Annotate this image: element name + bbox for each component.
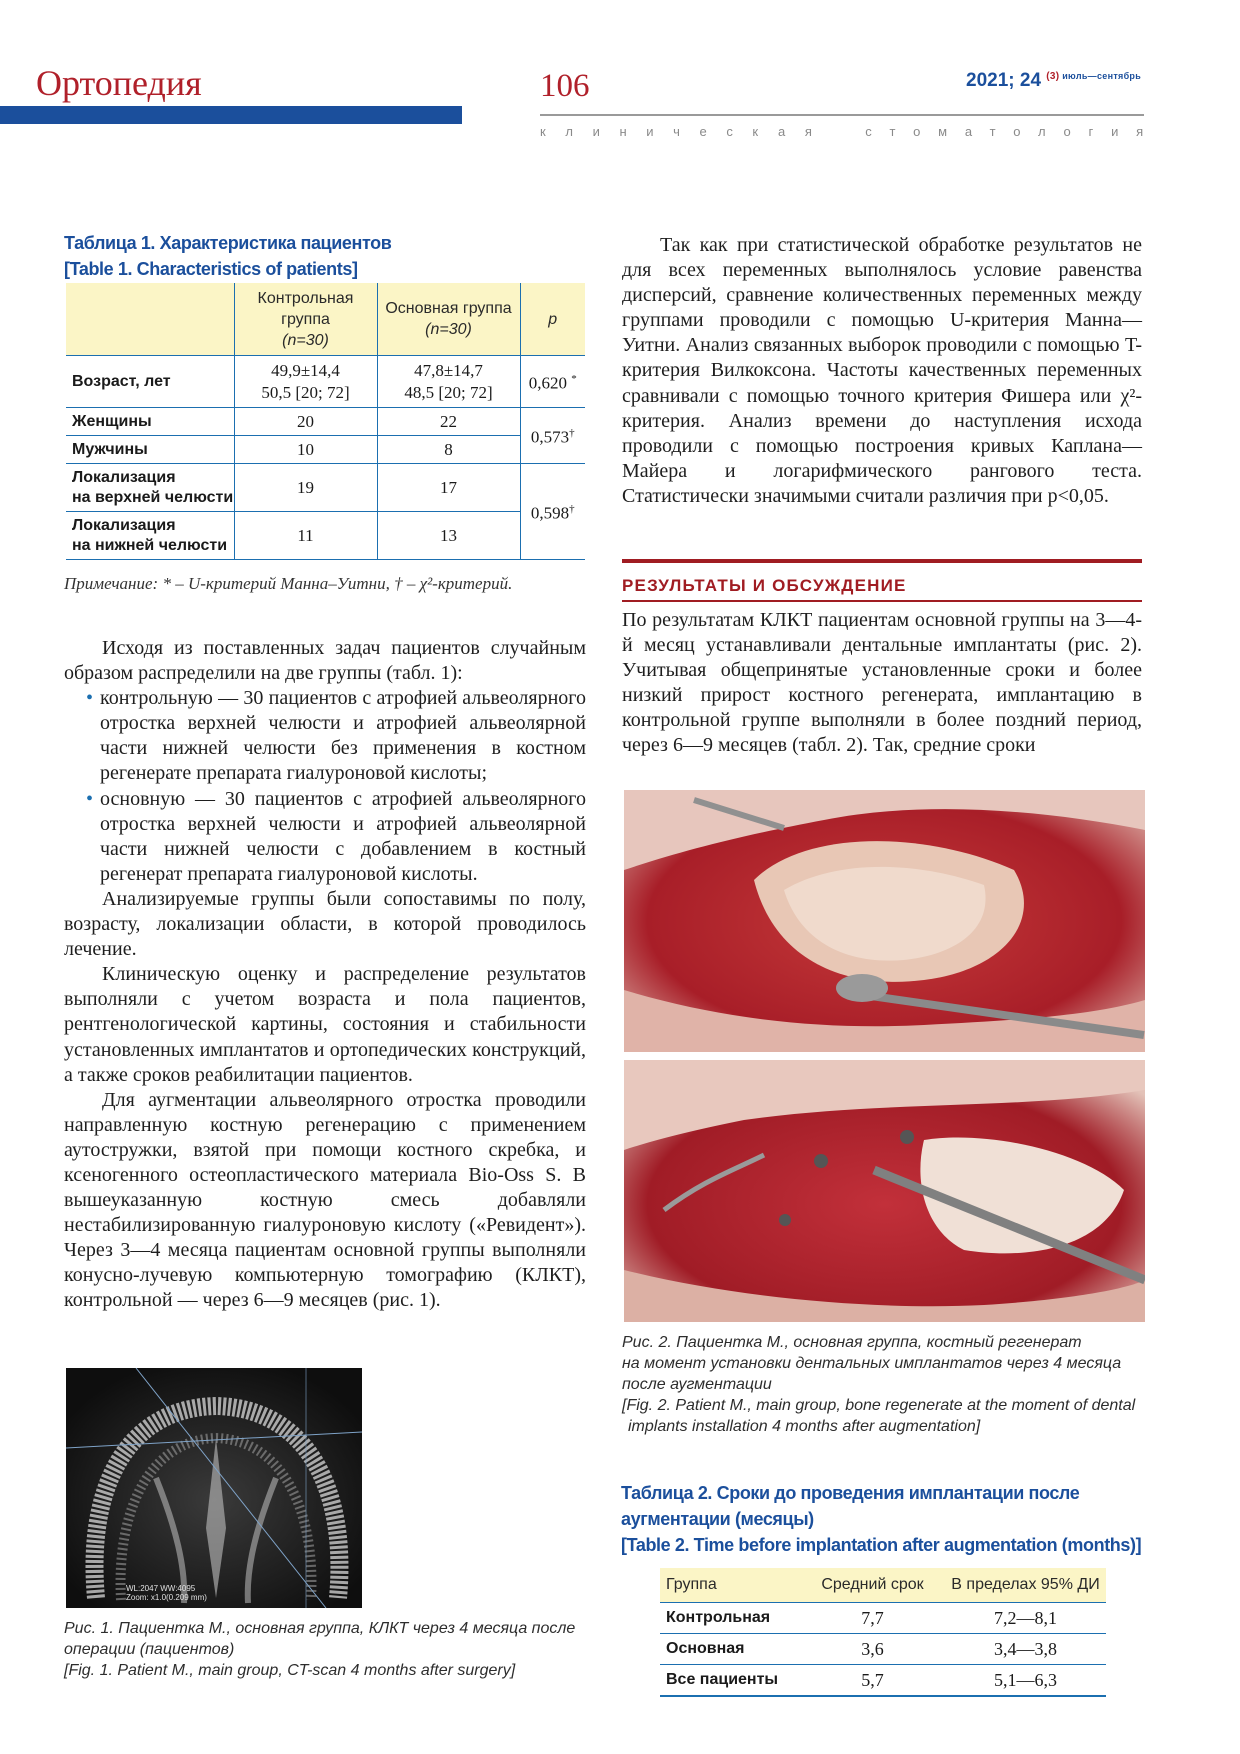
header-rule (540, 114, 1144, 116)
table-row (66, 512, 585, 560)
paragraph: Исходя из поставленных задач пациентов случайным образом распределили на две группы (табл. 1): (64, 637, 586, 685)
figure2-caption-ru-1: Рис. 2. Пациентка М., основная группа, костный регенерат (622, 1334, 1082, 1351)
section-color-bar (0, 106, 462, 124)
section-heading-results: РЕЗУЛЬТАТЫ И ОБСУЖДЕНИЕ (622, 559, 1142, 602)
table-row (66, 436, 585, 464)
cell-age-control: 49,9±14,4 50,5 [20; 72] (234, 356, 377, 408)
right-column-text-2 (622, 608, 1142, 759)
cell-upper-control: 19 (234, 464, 377, 512)
table-row (66, 356, 585, 408)
left-column-text (64, 636, 586, 1314)
journal-word-1: клиническая (540, 124, 832, 139)
table-row (660, 1665, 1106, 1697)
row-label-women: Женщины (66, 408, 234, 436)
issue-year: 2021; 24 (966, 70, 1042, 91)
cell-women-main: 22 (377, 408, 520, 436)
list-item: • контрольную — 30 пациентов с атрофией альвеолярного отростка верхней челюсти и атрофией альвеолярной части нижней челюсти без применения в костном регенерате препарата гиалуроновой кислоты; (64, 686, 586, 786)
cell-men-main: 8 (377, 436, 520, 464)
table2 (660, 1568, 1106, 1697)
issue-period: июль—сентябрь (1059, 70, 1142, 81)
figure1-caption-en: [Fig. 1. Patient M., main group, CT-scan 4 months after surgery] (64, 1662, 516, 1679)
row-label-men: Мужчины (66, 436, 234, 464)
table2-cell-mean: 7,7 (800, 1603, 945, 1634)
table1-header-main-n: (n=30) (425, 321, 472, 338)
figure2-caption-en-2: implants installation 4 months after augmentation] (628, 1418, 981, 1435)
figure2-caption (622, 1332, 1142, 1437)
table2-header-group: Группа (660, 1568, 800, 1603)
cell-lower-main: 13 (377, 512, 520, 560)
table-row (660, 1603, 1106, 1634)
table2-cell-ci: 5,1—6,3 (945, 1665, 1106, 1697)
table2-header-ci: В пределах 95% ДИ (945, 1568, 1106, 1603)
figure1-caption (64, 1618, 586, 1681)
cell-sex-p: 0,573† (520, 408, 585, 464)
table1-caption (64, 230, 391, 282)
issue-number: (3) (1046, 70, 1060, 82)
row-label-lower: Локализация на нижней челюсти (66, 512, 234, 560)
table1-header-control: Контрольная группа (n=30) (234, 283, 377, 356)
table1-caption-en: [Table 1. Characteristics of patients] (64, 259, 358, 279)
table1-caption-ru: Таблица 1. Характеристика пациентов (64, 233, 392, 253)
table2-header-mean: Средний срок (800, 1568, 945, 1603)
figure2-photo-top (624, 790, 1145, 1052)
surgical-photo-top (624, 790, 1145, 1052)
paragraph: По результатам КЛКТ пациентам основной группы на 3—4-й месяц устанавливали дентальные имплантаты (рис. 2). Учитывая общепринятые установленные сроки и более низкий прирост костного регенерата, имплантацию в контрольной группе выполняли в более поздний период, через 6—9 месяцев (табл. 2). Так, средние сроки (622, 609, 1142, 757)
table1-header-main: Основная группа (n=30) (377, 283, 520, 356)
cell-men-control: 10 (234, 436, 377, 464)
table2-caption-1: Таблица 2. Сроки до проведения имплантации после (621, 1483, 1080, 1503)
paragraph: Анализируемые группы были сопоставимы по полу, возрасту, локализации области, в которой проводилось лечение. (64, 887, 586, 961)
ct-overlay-2: Zoom: x1.0(0.209 mm) (126, 1593, 207, 1602)
table1-header-control-n: (n=30) (282, 331, 329, 349)
cell-lower-control: 11 (234, 512, 377, 560)
table2-cell-group: Все пациенты (660, 1665, 800, 1697)
table2-cell-group: Контрольная (660, 1603, 800, 1634)
paragraph: Клиническую оценку и распределение результатов выполняли с учетом возраста и пола пациентов, рентгенологической картины, состояния и стабильности установленных имплантатов и ортопедических конструкций, а также сроков реабилитации пациентов. (64, 963, 586, 1086)
cell-age-main: 47,8±14,7 48,5 [20; 72] (377, 356, 520, 408)
figure2-caption-en-1: [Fig. 2. Patient M., main group, bone regenerate at the moment of dental (622, 1397, 1136, 1414)
table2-caption (621, 1480, 1141, 1558)
journal-word-2: стоматология (865, 124, 1161, 139)
table-row (66, 408, 585, 436)
ct-scan-drawing (66, 1368, 362, 1608)
paragraph: Для аугментации альвеолярного отростка проводили направленную костную регенерацию с применением аутостружки, взятой при помощи костного скребка, и ксеногенного остеопластического материала Bio-Oss S. В вышеуказанную костную смесь добавляли нестабилизированную гиалуроновую кислоту («Ревидент»). Через 3—4 месяца пациентам основной группы выполняли конусно-лучевую компьютерную томографию (КЛКТ), контрольной — через 6—9 месяцев (рис. 1). (64, 1088, 586, 1312)
right-column-text-1 (622, 233, 1142, 509)
section-title: Ортопедия (36, 63, 202, 103)
table1-note: Примечание: * – U-критерий Манна–Уитни, † – χ²-критерий. (64, 574, 513, 593)
row-label-age: Возраст, лет (66, 356, 234, 408)
table2-caption-3: [Table 2. Time before implantation after augmentation (months)] (621, 1535, 1142, 1555)
figure2-caption-ru-2: на момент установки дентальных имплантатов через 4 месяца (622, 1355, 1122, 1372)
list-item: • основную — 30 пациентов с атрофией альвеолярного отростка верхней челюсти и атрофией альвеолярной части нижней челюсти с добавлением в костный регенерат препарата гиалуроновой кислоты. (64, 787, 586, 887)
figure1-caption-ru-2: операции (пациентов) (64, 1641, 235, 1658)
table1-header-p: p (520, 283, 585, 356)
surgical-photo-bottom (624, 1060, 1145, 1322)
paragraph: Так как при статистической обработке результатов не для всех переменных выполнялось условие равенства дисперсий, сравнение количественных переменных между группами проводили с помощью U-критерия Манна—Уитни. Анализ связанных выборок проводили с помощью T-критерия Вилкоксона. Частоты качественных переменных сравнивали с помощью точного критерия Фишера или χ²-критерия. Анализ времени до наступления исхода проводили с помощью построения кривых Каплана—Майера и логарифмического рангового теста. Статистически значимыми считали различия при p<0,05. (622, 234, 1142, 507)
figure1-ct-image (66, 1368, 362, 1608)
table1 (66, 283, 585, 560)
figure1-caption-ru-1: Рис. 1. Пациентка М., основная группа, КЛКТ через 4 месяца после (64, 1620, 576, 1637)
table-row (66, 464, 585, 512)
cell-upper-main: 17 (377, 464, 520, 512)
table2-cell-ci: 7,2—8,1 (945, 1603, 1106, 1634)
table2-cell-ci: 3,4—3,8 (945, 1634, 1106, 1665)
table2-cell-mean: 5,7 (800, 1665, 945, 1697)
cell-women-control: 20 (234, 408, 377, 436)
figure2-caption-ru-3: после аугментации (622, 1376, 772, 1393)
issue-info (966, 70, 1141, 92)
journal-name (540, 124, 1161, 139)
cell-age-p: 0,620 * (520, 356, 585, 408)
table1-header-empty (66, 283, 234, 356)
table-row (660, 1634, 1106, 1665)
page-number: 106 (540, 68, 590, 104)
figure2-photo-bottom (624, 1060, 1145, 1322)
table2-cell-group: Основная (660, 1634, 800, 1665)
table2-cell-mean: 3,6 (800, 1634, 945, 1665)
table2-caption-2: аугментации (месяцы) (621, 1509, 814, 1529)
cell-loc-p: 0,598† (520, 464, 585, 560)
ct-overlay-1: WL:2047 WW:4095 (126, 1584, 196, 1593)
row-label-upper: Локализация на верхней челюсти (66, 464, 234, 512)
